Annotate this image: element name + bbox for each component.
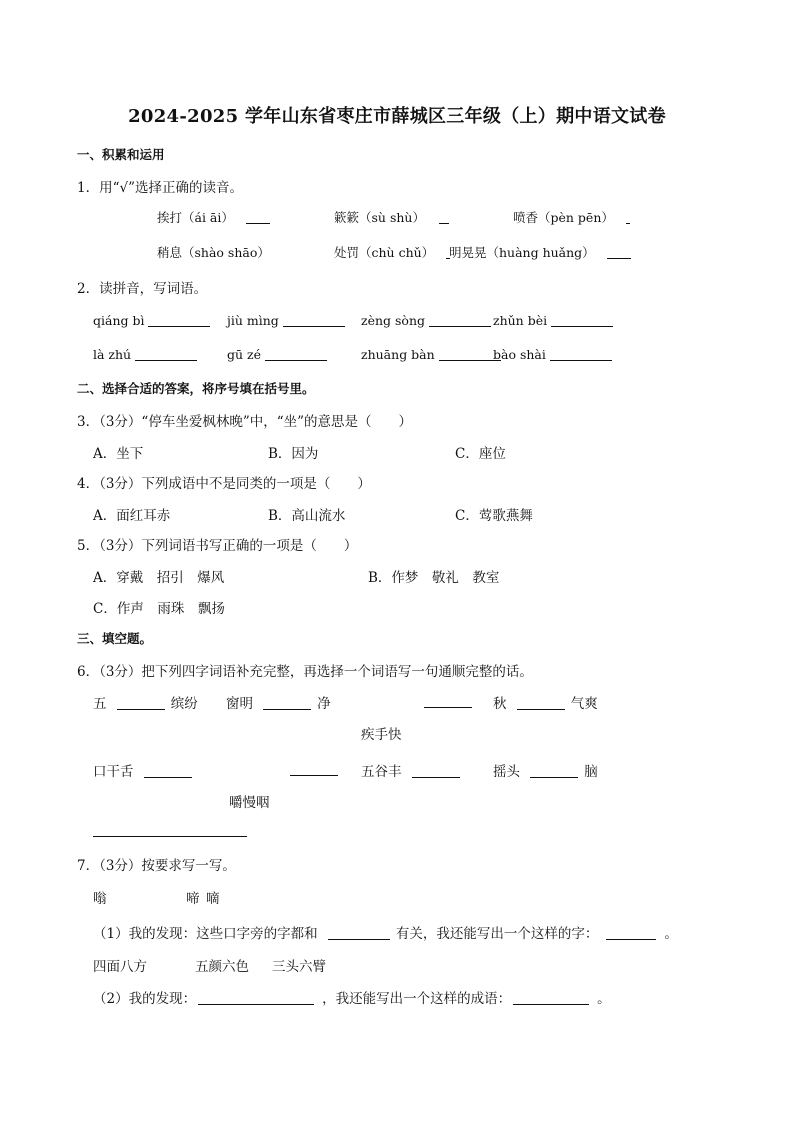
- q2-item-3: [361, 312, 491, 328]
- answer-blank[interactable]: [550, 346, 612, 361]
- q7-idiom-1: 四面八方: [93, 959, 147, 975]
- answer-blank[interactable]: [198, 990, 314, 1005]
- answer-blank[interactable]: [551, 312, 613, 327]
- q1-item-5: [334, 243, 450, 261]
- q6-idiom-5: [93, 760, 192, 780]
- section-heading-3: 三、填空题。: [77, 631, 153, 646]
- q5-option-c[interactable]: C．作声 雨珠 飘扬: [93, 601, 225, 617]
- q6-idiom-1: [93, 692, 198, 712]
- answer-blank[interactable]: [328, 925, 390, 940]
- q7-char-1: 嗡: [93, 891, 107, 907]
- page-title: 2024-2025 学年山东省枣庄市薛城区三年级（上）期中语文试卷: [128, 106, 666, 127]
- q1-item-3-text: 喷香（pèn pēn）: [513, 210, 614, 225]
- q2-item-1: [93, 312, 210, 328]
- answer-blank[interactable]: [246, 209, 270, 224]
- q2-pinyin-3: zèng sòng: [361, 313, 426, 328]
- answer-blank[interactable]: [144, 763, 192, 778]
- q2-pinyin-1: qiáng bì: [93, 313, 145, 328]
- q4-option-b[interactable]: B．高山流水: [268, 508, 346, 524]
- q6-idiom-3-head: 秋: [493, 696, 507, 712]
- q6-idiom-1-head: 五: [93, 696, 107, 712]
- q5-option-b[interactable]: B．作梦 敬礼 教室: [368, 570, 500, 586]
- question-4-stem: 4．（3分）下列成语中不是同类的一项是（ ）: [77, 476, 371, 492]
- q3-option-b[interactable]: B．因为: [268, 446, 319, 462]
- q7-finding-2: [93, 987, 611, 1007]
- answer-blank[interactable]: [626, 209, 630, 224]
- answer-blank[interactable]: [439, 209, 449, 224]
- answer-blank[interactable]: [135, 346, 197, 361]
- q2-pinyin-8: bào shài: [493, 347, 546, 362]
- q6-idiom-3-tail: 气爽: [570, 696, 598, 712]
- q2-pinyin-5: là zhú: [93, 347, 132, 362]
- answer-blank[interactable]: [263, 695, 311, 710]
- question-2-stem: 2．读拼音，写词语。: [77, 281, 208, 297]
- q6-idiom-7-head: 摇头: [493, 764, 520, 780]
- answer-blank[interactable]: [265, 346, 327, 361]
- q2-pinyin-2: jiù mìng: [227, 313, 279, 328]
- q2-pinyin-6: gū zé: [227, 347, 262, 362]
- q7-finding-1: [93, 922, 678, 942]
- q7-period-1: 。: [664, 926, 678, 942]
- q5-option-a[interactable]: A．穿戴 招引 爆风: [93, 570, 225, 586]
- q1-item-2-text: 簌簌（sù shù）: [334, 210, 425, 225]
- q7-finding-1-lead: （1）我的发现：这些口字旁的字都和: [93, 926, 318, 942]
- q3-option-a[interactable]: A．坐下: [93, 446, 144, 462]
- q2-item-2: [227, 312, 345, 328]
- q6-idiom-2-tail: 净: [317, 696, 331, 712]
- answer-blank[interactable]: [607, 244, 631, 259]
- q7-finding-2-lead: （2）我的发现：: [93, 991, 197, 1007]
- q1-item-6: [449, 243, 631, 261]
- q1-item-1-text: 挨打（ái āi）: [157, 210, 234, 225]
- q2-item-4: [493, 312, 613, 328]
- q2-item-6: [227, 346, 327, 362]
- q2-pinyin-4: zhǔn bèi: [493, 313, 548, 328]
- answer-blank[interactable]: [412, 763, 460, 778]
- answer-blank[interactable]: [530, 763, 578, 778]
- answer-blank[interactable]: [424, 707, 472, 708]
- q2-item-7: [361, 346, 501, 362]
- q6-idiom-7: [493, 760, 598, 780]
- q6-idiom-4: 疾手快: [361, 727, 402, 743]
- q6-idiom-5-head: 口干舌: [93, 764, 134, 780]
- q6-idiom-6-head: 五谷丰: [361, 764, 402, 780]
- question-3-stem: 3．（3分）“停车坐爱枫林晚”中，“坐”的意思是（ ）: [77, 414, 413, 430]
- section-heading-1: 一、积累和运用: [77, 147, 165, 162]
- answer-blank[interactable]: [439, 346, 501, 361]
- question-6-stem: 6．（3分）把下列四字词语补充完整，再选择一个词语写一句通顺完整的话。: [77, 664, 533, 680]
- q2-pinyin-7: zhuāng bàn: [361, 347, 435, 362]
- answer-blank[interactable]: [517, 695, 565, 710]
- q6-idiom-6: [361, 760, 460, 780]
- answer-blank[interactable]: [429, 312, 491, 327]
- q1-item-6-text: 明晃晃（huàng huǎng）: [449, 245, 595, 260]
- q6-idiom-3: [493, 692, 598, 712]
- q2-item-8: [493, 346, 612, 362]
- q7-period-2: 。: [597, 991, 611, 1007]
- q7-finding-1-mid: 有关，我还能写出一个这样的字：: [395, 926, 599, 942]
- q1-item-4-text: 稍息（shào shāo）: [157, 245, 270, 260]
- q6-idiom-7-tail: 脑: [584, 764, 598, 780]
- q1-item-4: [157, 243, 270, 261]
- q7-char-3: 嘀: [206, 891, 220, 907]
- q7-char-2: 啼: [186, 891, 200, 907]
- q4-option-a[interactable]: A．面红耳赤: [93, 508, 171, 524]
- q7-idiom-2: 五颜六色: [195, 959, 249, 975]
- q7-finding-2-mid: ，我还能写出一个这样的成语：: [322, 991, 512, 1007]
- q6-idiom-2-head: 窗明: [226, 696, 253, 712]
- q6-idiom-2: [226, 692, 331, 712]
- answer-blank[interactable]: [148, 312, 210, 327]
- section-heading-2: 二、选择合适的答案，将序号填在括号里。: [77, 381, 315, 396]
- q6-idiom-1-tail: 缤纷: [170, 696, 198, 712]
- q7-idiom-3: 三头六臂: [272, 959, 326, 975]
- sentence-answer-line[interactable]: [93, 836, 247, 837]
- answer-blank[interactable]: [606, 925, 656, 940]
- answer-blank[interactable]: [513, 990, 589, 1005]
- q1-item-5-text: 处罚（chù chǔ）: [334, 245, 435, 260]
- answer-blank[interactable]: [283, 312, 345, 327]
- q6-idiom-8: 嚼慢咽: [229, 795, 270, 811]
- q1-item-1: [157, 208, 270, 226]
- q2-item-5: [93, 346, 197, 362]
- q3-option-c[interactable]: C．座位: [455, 446, 506, 462]
- q1-item-2: [334, 208, 449, 226]
- answer-blank[interactable]: [290, 775, 338, 776]
- question-7-stem: 7．（3分）按要求写一写。: [77, 858, 236, 874]
- q1-item-3: [513, 208, 630, 226]
- question-1-stem: 1．用“√”选择正确的读音。: [77, 180, 243, 196]
- question-5-stem: 5．（3分）下列词语书写正确的一项是（ ）: [77, 538, 358, 554]
- q4-option-c[interactable]: C．莺歌燕舞: [455, 508, 533, 524]
- answer-blank[interactable]: [117, 695, 165, 710]
